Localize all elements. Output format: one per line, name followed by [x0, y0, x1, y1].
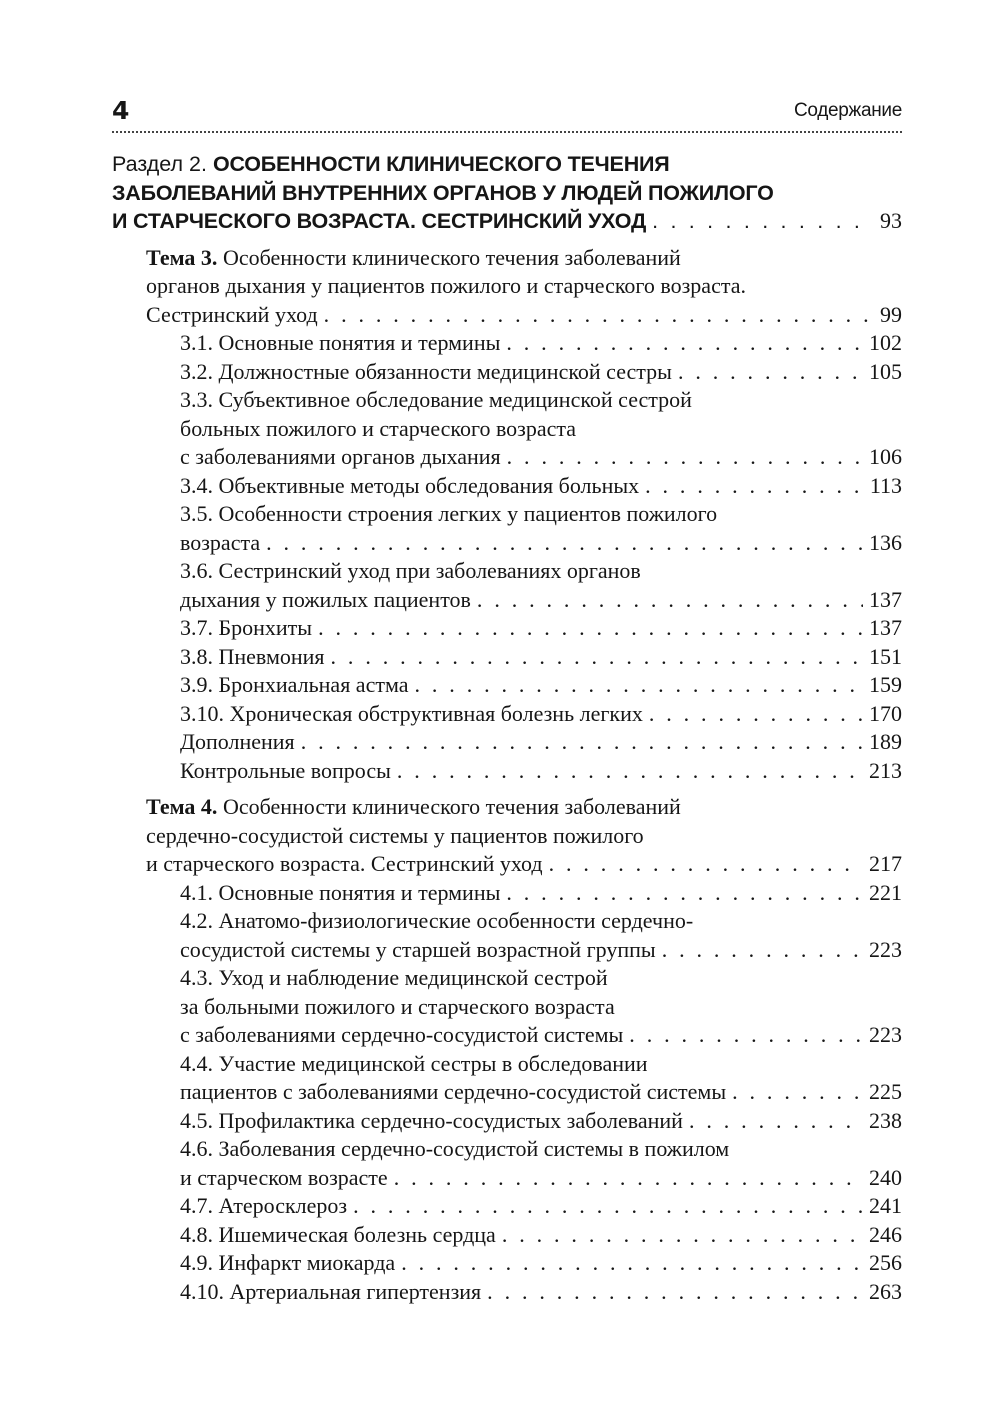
- toc-item: [180, 700, 902, 729]
- toc-item-page-number: 151: [869, 643, 902, 669]
- toc-item-title: 4.10. Артериальная гипертензия: [180, 1278, 482, 1304]
- toc-item: [180, 1050, 902, 1107]
- dot-leader: [415, 671, 864, 700]
- toc-page: [112, 96, 902, 1306]
- toc-item: [180, 1221, 902, 1250]
- dot-leader: [507, 443, 863, 472]
- dot-leader: [549, 850, 863, 879]
- toc-item-entry: [180, 1278, 902, 1307]
- toc-item: [180, 1192, 902, 1221]
- section-page-number: 93: [880, 208, 902, 233]
- dot-leader: [652, 207, 874, 236]
- toc-item-page-number: 238: [869, 1107, 902, 1133]
- topic-page-number: 217: [869, 851, 902, 876]
- toc-item: [180, 614, 902, 643]
- toc-item-page-number: 225: [869, 1079, 902, 1104]
- toc-item-title: 4.9. Инфаркт миокарда: [180, 1250, 396, 1275]
- toc-item-title: 3.10. Хроническая обструктивная болезнь легких: [180, 700, 643, 726]
- toc-item-page-number: 137: [869, 615, 902, 640]
- toc-item: [180, 329, 902, 358]
- toc-item-page-number: 136: [869, 529, 902, 555]
- toc-item-page-number: 170: [869, 700, 902, 726]
- dot-leader: [477, 586, 863, 615]
- dot-leader: [732, 1078, 863, 1107]
- dot-leader: [397, 757, 863, 786]
- toc-item-line: 3.5. Особенности строения легких у пациентов пожилого: [180, 501, 718, 526]
- toc-item-entry: [180, 643, 902, 672]
- toc-item-page-number: 223: [869, 1022, 902, 1047]
- toc-item-title: пациентов с заболеваниями сердечно-сосудистой системы: [180, 1079, 727, 1104]
- toc-item-entry: [180, 879, 902, 908]
- toc-item-entry: [180, 936, 902, 965]
- dot-leader: [629, 1021, 863, 1050]
- toc-item: [180, 1278, 902, 1307]
- toc-item-page-number: 246: [869, 1221, 902, 1247]
- toc-item-entry: [180, 1221, 902, 1250]
- toc-item-entry: [180, 1107, 902, 1136]
- toc-item-line: 4.3. Уход и наблюдение медицинской сестрой: [180, 965, 608, 990]
- toc-item-entry: [180, 1078, 902, 1107]
- toc-item-entry: [180, 1192, 902, 1221]
- toc-item-title: Дополнения: [180, 729, 295, 754]
- toc-item-title: с заболеваниями органов дыхания: [180, 444, 501, 469]
- dot-leader: [401, 1249, 863, 1278]
- toc-item-page-number: 221: [869, 879, 902, 905]
- topic-title-entry: [146, 850, 902, 879]
- toc-item-page-number: 213: [869, 757, 902, 783]
- toc-item-title: 3.1. Основные понятия и термины: [180, 330, 501, 355]
- topic-3: [146, 244, 902, 786]
- dot-leader: [487, 1278, 863, 1307]
- toc-item: [180, 728, 902, 757]
- toc-item: [180, 386, 902, 472]
- toc-item-entry: [180, 329, 902, 358]
- toc-item-entry: [180, 700, 902, 729]
- running-head: Содержание: [793, 100, 902, 121]
- toc-item-title: 3.7. Бронхиты: [180, 615, 313, 640]
- toc-item-page-number: 113: [869, 472, 902, 498]
- section-title-line-3: [112, 207, 902, 236]
- dot-leader: [645, 472, 864, 501]
- toc-item-title: сосудистой системы у старшей возрастной группы: [180, 936, 656, 962]
- dot-leader: [353, 1192, 863, 1221]
- toc-item-page-number: 105: [869, 358, 902, 384]
- toc-item-page-number: 189: [869, 729, 902, 754]
- toc-item: [180, 1107, 902, 1136]
- toc-item-title: дыхания у пожилых пациентов: [180, 586, 471, 612]
- topic-title-text: и старческого возраста. Сестринский уход: [146, 851, 543, 876]
- toc-item-entry: [180, 358, 902, 387]
- toc-item: [180, 643, 902, 672]
- dot-leader: [266, 529, 863, 558]
- toc-item-entry: [180, 614, 902, 643]
- toc-item: [180, 671, 902, 700]
- page-header: [112, 96, 902, 128]
- topic-label: Тема 3.: [146, 244, 218, 270]
- toc-item: [180, 879, 902, 908]
- dot-leader: [301, 728, 863, 757]
- toc-item-title: и старческом возрасте: [180, 1164, 388, 1190]
- topic-title-line: [146, 793, 902, 822]
- section-title-part-3: И СТАРЧЕСКОГО ВОЗРАСТА. СЕСТРИНСКИЙ УХОД: [112, 209, 647, 233]
- toc-item-title: 4.8. Ишемическая болезнь сердца: [180, 1221, 496, 1247]
- section-title-part-1: ОСОБЕННОСТИ КЛИНИЧЕСКОГО ТЕЧЕНИЯ: [212, 152, 670, 176]
- toc-item: [180, 907, 902, 964]
- toc-item-entry: [180, 1249, 902, 1278]
- topic-title-line: [146, 244, 902, 273]
- toc-item-title: возраста: [180, 529, 261, 555]
- toc-item: [180, 964, 902, 1050]
- topic-3-items: [146, 329, 902, 785]
- toc-item-page-number: 256: [869, 1250, 902, 1275]
- toc-item: [180, 472, 902, 501]
- dot-leader: [394, 1164, 863, 1193]
- toc-item: [180, 1135, 902, 1192]
- topic-title-line: сердечно-сосудистой системы у пациентов пожилого: [146, 822, 644, 848]
- toc-item-line: 3.3. Субъективное обследование медицинской сестрой: [180, 387, 692, 412]
- toc-item-page-number: 263: [869, 1278, 902, 1304]
- section-prefix: Раздел 2.: [112, 152, 207, 176]
- section-2-heading: [112, 150, 902, 236]
- dot-leader: [649, 700, 863, 729]
- toc-item: [180, 557, 902, 614]
- toc-item-title: Контрольные вопросы: [180, 757, 391, 783]
- topic-title-text: Особенности клинического течения заболеваний: [222, 794, 681, 819]
- topic-4: [146, 793, 902, 1306]
- toc-item-title: 3.9. Бронхиальная астма: [180, 672, 409, 697]
- section-title-line-2: ЗАБОЛЕВАНИЙ ВНУТРЕННИХ ОРГАНОВ У ЛЮДЕЙ ПОЖИЛОГО: [112, 180, 774, 205]
- dot-leader: [324, 301, 874, 330]
- topic-title-text: Особенности клинического течения заболеваний: [222, 244, 681, 270]
- toc-item-entry: [180, 1164, 902, 1193]
- dotted-rule: [112, 131, 902, 133]
- toc-item-page-number: 241: [869, 1193, 902, 1218]
- toc-item-line: 3.6. Сестринский уход при заболеваниях органов: [180, 558, 641, 583]
- dot-leader: [689, 1107, 863, 1136]
- toc-item-title: 3.4. Объективные методы обследования больных: [180, 472, 640, 498]
- toc-item: [180, 358, 902, 387]
- topic-title-entry: [146, 301, 902, 330]
- toc-item-line: 4.2. Анатомо-физиологические особенности сердечно-: [180, 908, 694, 933]
- toc-item-entry: [180, 529, 902, 558]
- dot-leader: [678, 358, 863, 387]
- toc-item: [180, 500, 902, 557]
- toc-item-entry: [180, 757, 902, 786]
- topic-page-number: 99: [880, 301, 902, 327]
- toc-item-page-number: 159: [869, 672, 902, 697]
- toc-item-entry: [180, 671, 902, 700]
- topic-label: Тема 4.: [146, 794, 218, 819]
- toc-item-line: за больными пожилого и старческого возраста: [180, 993, 615, 1019]
- toc-item-entry: [180, 1021, 902, 1050]
- toc-item-title: 4.7. Атеросклероз: [180, 1193, 348, 1218]
- page-number: 4: [112, 96, 130, 125]
- toc-item-entry: [180, 586, 902, 615]
- toc-item-page-number: 106: [869, 444, 902, 469]
- dot-leader: [662, 936, 863, 965]
- dot-leader: [318, 614, 863, 643]
- toc-item-title: 3.2. Должностные обязанности медицинской сестры: [180, 358, 672, 384]
- toc-item-line: 4.4. Участие медицинской сестры в обследовании: [180, 1050, 648, 1076]
- dot-leader: [506, 329, 863, 358]
- toc-item-line: 4.6. Заболевания сердечно-сосудистой системы в пожилом: [180, 1136, 730, 1161]
- toc-item: [180, 757, 902, 786]
- toc-item-title: 4.1. Основные понятия и термины: [180, 879, 501, 905]
- dot-leader: [502, 1221, 863, 1250]
- dot-leader: [506, 879, 863, 908]
- toc-item-entry: [180, 443, 902, 472]
- toc-item-title: 3.8. Пневмония: [180, 643, 325, 669]
- toc-item-title: 4.5. Профилактика сердечно-сосудистых заболеваний: [180, 1107, 683, 1133]
- toc-item: [180, 1249, 902, 1278]
- toc-item-entry: [180, 472, 902, 501]
- toc-item-page-number: 223: [869, 936, 902, 962]
- topic-title-line: органов дыхания у пациентов пожилого и старческого возраста.: [146, 273, 746, 298]
- toc-item-page-number: 102: [869, 330, 902, 355]
- topic-4-items: [146, 879, 902, 1307]
- toc-item-entry: [180, 728, 902, 757]
- section-title-line-1: [112, 150, 902, 179]
- toc-item-page-number: 240: [869, 1164, 902, 1190]
- toc-item-line: больных пожилого и старческого возраста: [180, 415, 577, 441]
- topic-title-text: Сестринский уход: [146, 301, 318, 327]
- toc-item-page-number: 137: [869, 586, 902, 612]
- toc-item-title: с заболеваниями сердечно-сосудистой системы: [180, 1022, 624, 1047]
- dot-leader: [331, 643, 863, 672]
